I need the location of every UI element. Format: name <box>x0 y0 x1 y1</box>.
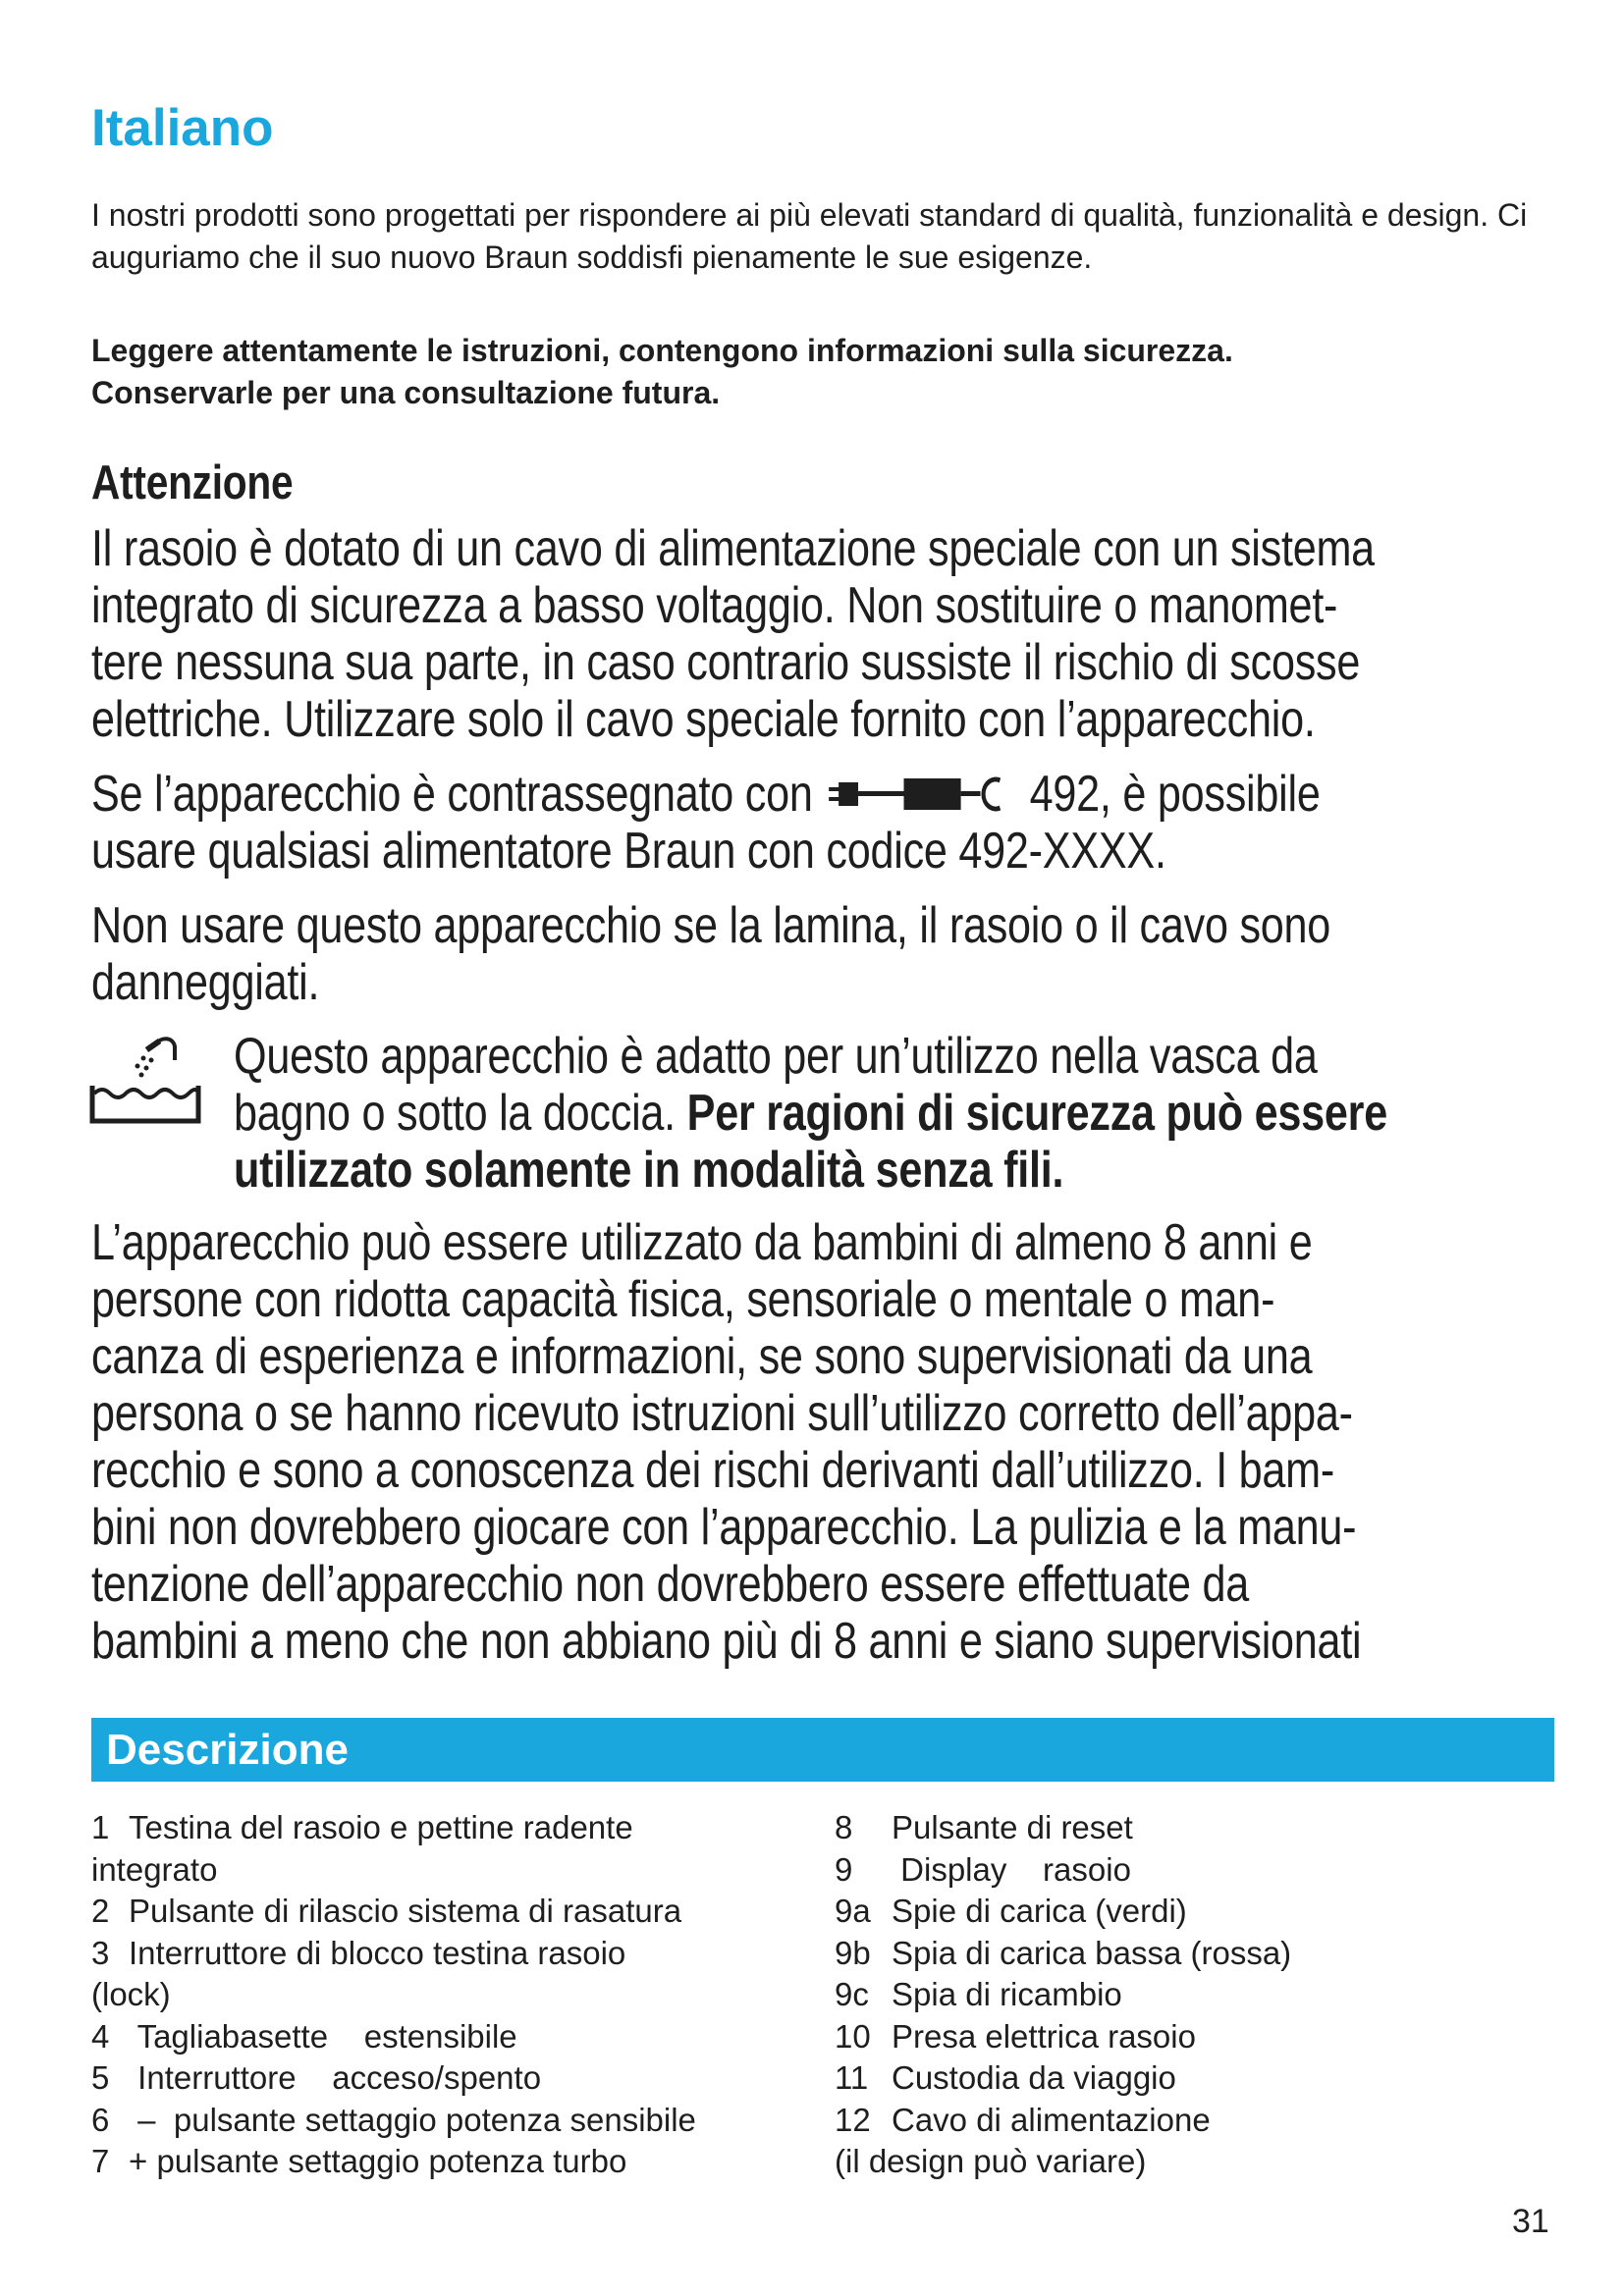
list-item <box>835 1849 1542 1892</box>
intro-bold-line-1: Leggere attentamente le istruzioni, contengono informazioni sulla sicurezza. <box>91 333 1233 368</box>
warning-heading: Attenzione <box>91 456 294 509</box>
text-line: tere nessuna sua parte, in caso contrario sussiste il rischio di scosse <box>91 634 1361 691</box>
intro-paragraph: I nostri prodotti sono progettati per rispondere ai più elevati standard di qualità, funzionalità e design. Ci auguriamo che il suo nuovo Braun soddisfi pienamente le sue esigenze. <box>91 197 1528 275</box>
text-segment: bagno o sotto la doccia. <box>234 1085 676 1142</box>
language-heading: Italiano <box>91 99 274 157</box>
item-number: 9 <box>835 1850 853 1888</box>
item-text: Interruttore acceso/spento <box>129 2059 542 2096</box>
intro-bold-line-2: Conservarle per una consultazione futura. <box>91 375 721 410</box>
item-number: 2 <box>91 1893 110 1929</box>
item-number: 8 <box>835 1809 853 1845</box>
item-text: Custodia da viaggio <box>892 2059 1176 2096</box>
item-text: Spia di ricambio <box>892 1976 1122 2012</box>
warning-paragraph-damage <box>91 897 1330 1011</box>
description-list-left <box>91 1807 798 2183</box>
item-number: 10 <box>835 2017 871 2055</box>
list-item <box>91 2057 798 2100</box>
item-number: 9c <box>835 1976 869 2012</box>
text-line: Il rasoio è dotato di un cavo di alimentazione speciale con un sistema <box>91 520 1375 577</box>
description-list-right <box>835 1807 1542 2183</box>
description-heading: Descrizione <box>106 1726 349 1774</box>
text-segment: Se l’apparecchio è contrassegnato con <box>91 766 813 823</box>
item-number: 4 <box>91 2017 110 2055</box>
text-line: danneggiati. <box>91 954 320 1011</box>
text-segment-bold: utilizzato solamente in modalità senza fili. <box>234 1142 1064 1199</box>
item-text: + pulsante settaggio potenza turbo <box>129 2143 627 2179</box>
item-text: Cavo di alimentazione <box>892 2101 1211 2138</box>
list-item-continuation: (lock) <box>91 1976 171 2012</box>
intro-bold-paragraph <box>91 330 1584 414</box>
page-number: 31 <box>1512 2203 1549 2240</box>
item-number: 11 <box>835 2059 869 2096</box>
list-item <box>835 1807 1542 1849</box>
item-number: 5 <box>91 2059 110 2096</box>
item-text: Tagliabasette estensibile <box>129 2017 517 2055</box>
list-item-continuation: (il design può variare) <box>835 2143 1147 2179</box>
text-line: usare qualsiasi alimentatore Braun con codice 492-XXXX. <box>91 823 1166 880</box>
item-number: 12 <box>835 2101 871 2138</box>
text-line: tenzione dell’apparecchio non dovrebbero essere effettuate da <box>91 1556 1249 1613</box>
list-item <box>835 1933 1542 1975</box>
text-line: bambini a meno che non abbiano più di 8 anni e siano supervisionati <box>91 1613 1362 1670</box>
text-line <box>91 766 1321 823</box>
warning-paragraph-children <box>91 1214 1361 1670</box>
list-item <box>835 2100 1542 2142</box>
text-line: persona o se hanno ricevuto istruzioni sull’utilizzo corretto dell’appa- <box>91 1385 1353 1442</box>
item-text: Presa elettrica rasoio <box>892 2017 1196 2055</box>
list-item <box>91 1933 798 1975</box>
item-number: 9b <box>835 1934 871 1971</box>
item-number: 3 <box>91 1934 110 1971</box>
text-line: recchio e sono a conoscenza dei rischi derivanti dall’utilizzo. I bam- <box>91 1442 1335 1499</box>
list-item <box>835 2057 1542 2100</box>
warning-paragraph-power-supply <box>91 766 1321 880</box>
item-text: Pulsante di rilascio sistema di rasatura <box>129 1893 682 1929</box>
item-number: 1 <box>91 1809 110 1845</box>
item-number: 9a <box>835 1893 871 1929</box>
item-text: Spie di carica (verdi) <box>892 1893 1187 1929</box>
list-item <box>91 2016 798 2058</box>
text-line: L’apparecchio può essere utilizzato da bambini di almeno 8 anni e <box>91 1214 1313 1271</box>
list-item <box>835 1974 1542 2016</box>
item-number: 7 <box>91 2143 110 2179</box>
text-line <box>234 1142 1387 1199</box>
warning-paragraph-cable <box>91 520 1375 748</box>
text-line: elettriche. Utilizzare solo il cavo speciale fornito con l’apparecchio. <box>91 691 1316 748</box>
text-line: Non usare questo apparecchio se la lamina, il rasoio o il cavo sono <box>91 897 1331 954</box>
text-line: canza di esperienza e informazioni, se sono supervisionati da una <box>91 1328 1313 1385</box>
list-item <box>835 2016 1542 2058</box>
list-item <box>91 2100 798 2142</box>
text-segment-bold: Per ragioni di sicurezza può essere <box>686 1085 1387 1142</box>
item-text: Testina del rasoio e pettine radente <box>129 1809 633 1845</box>
item-text: Spia di carica bassa (rossa) <box>892 1934 1292 1971</box>
text-line: integrato di sicurezza a basso voltaggio. Non sostituire o manomet- <box>91 577 1338 634</box>
item-text: Display rasoio <box>892 1850 1131 1888</box>
item-text: – pulsante settaggio potenza sensibile <box>129 2101 696 2138</box>
list-item <box>91 1807 798 1849</box>
text-line: persone con ridotta capacità fisica, sensoriale o mentale o man- <box>91 1271 1275 1328</box>
item-text: Interruttore di blocco testina rasoio <box>129 1934 626 1971</box>
item-number: 6 <box>91 2101 110 2138</box>
power-supply-symbol-icon <box>828 774 1012 814</box>
item-text: Pulsante di reset <box>892 1809 1133 1845</box>
list-item <box>91 1891 798 1933</box>
list-item-continuation: integrato <box>91 1850 218 1888</box>
warning-paragraph-waterproof <box>234 1028 1387 1199</box>
list-item <box>835 1891 1542 1933</box>
text-line: Questo apparecchio è adatto per un’utilizzo nella vasca da <box>234 1028 1318 1085</box>
text-segment: 492, è possibile <box>1029 766 1321 823</box>
text-line <box>234 1085 1387 1142</box>
text-line: bini non dovrebbero giocare con l’apparecchio. La pulizia e la manu- <box>91 1499 1357 1556</box>
list-item <box>91 2141 798 2183</box>
bath-shower-icon <box>86 1031 204 1129</box>
